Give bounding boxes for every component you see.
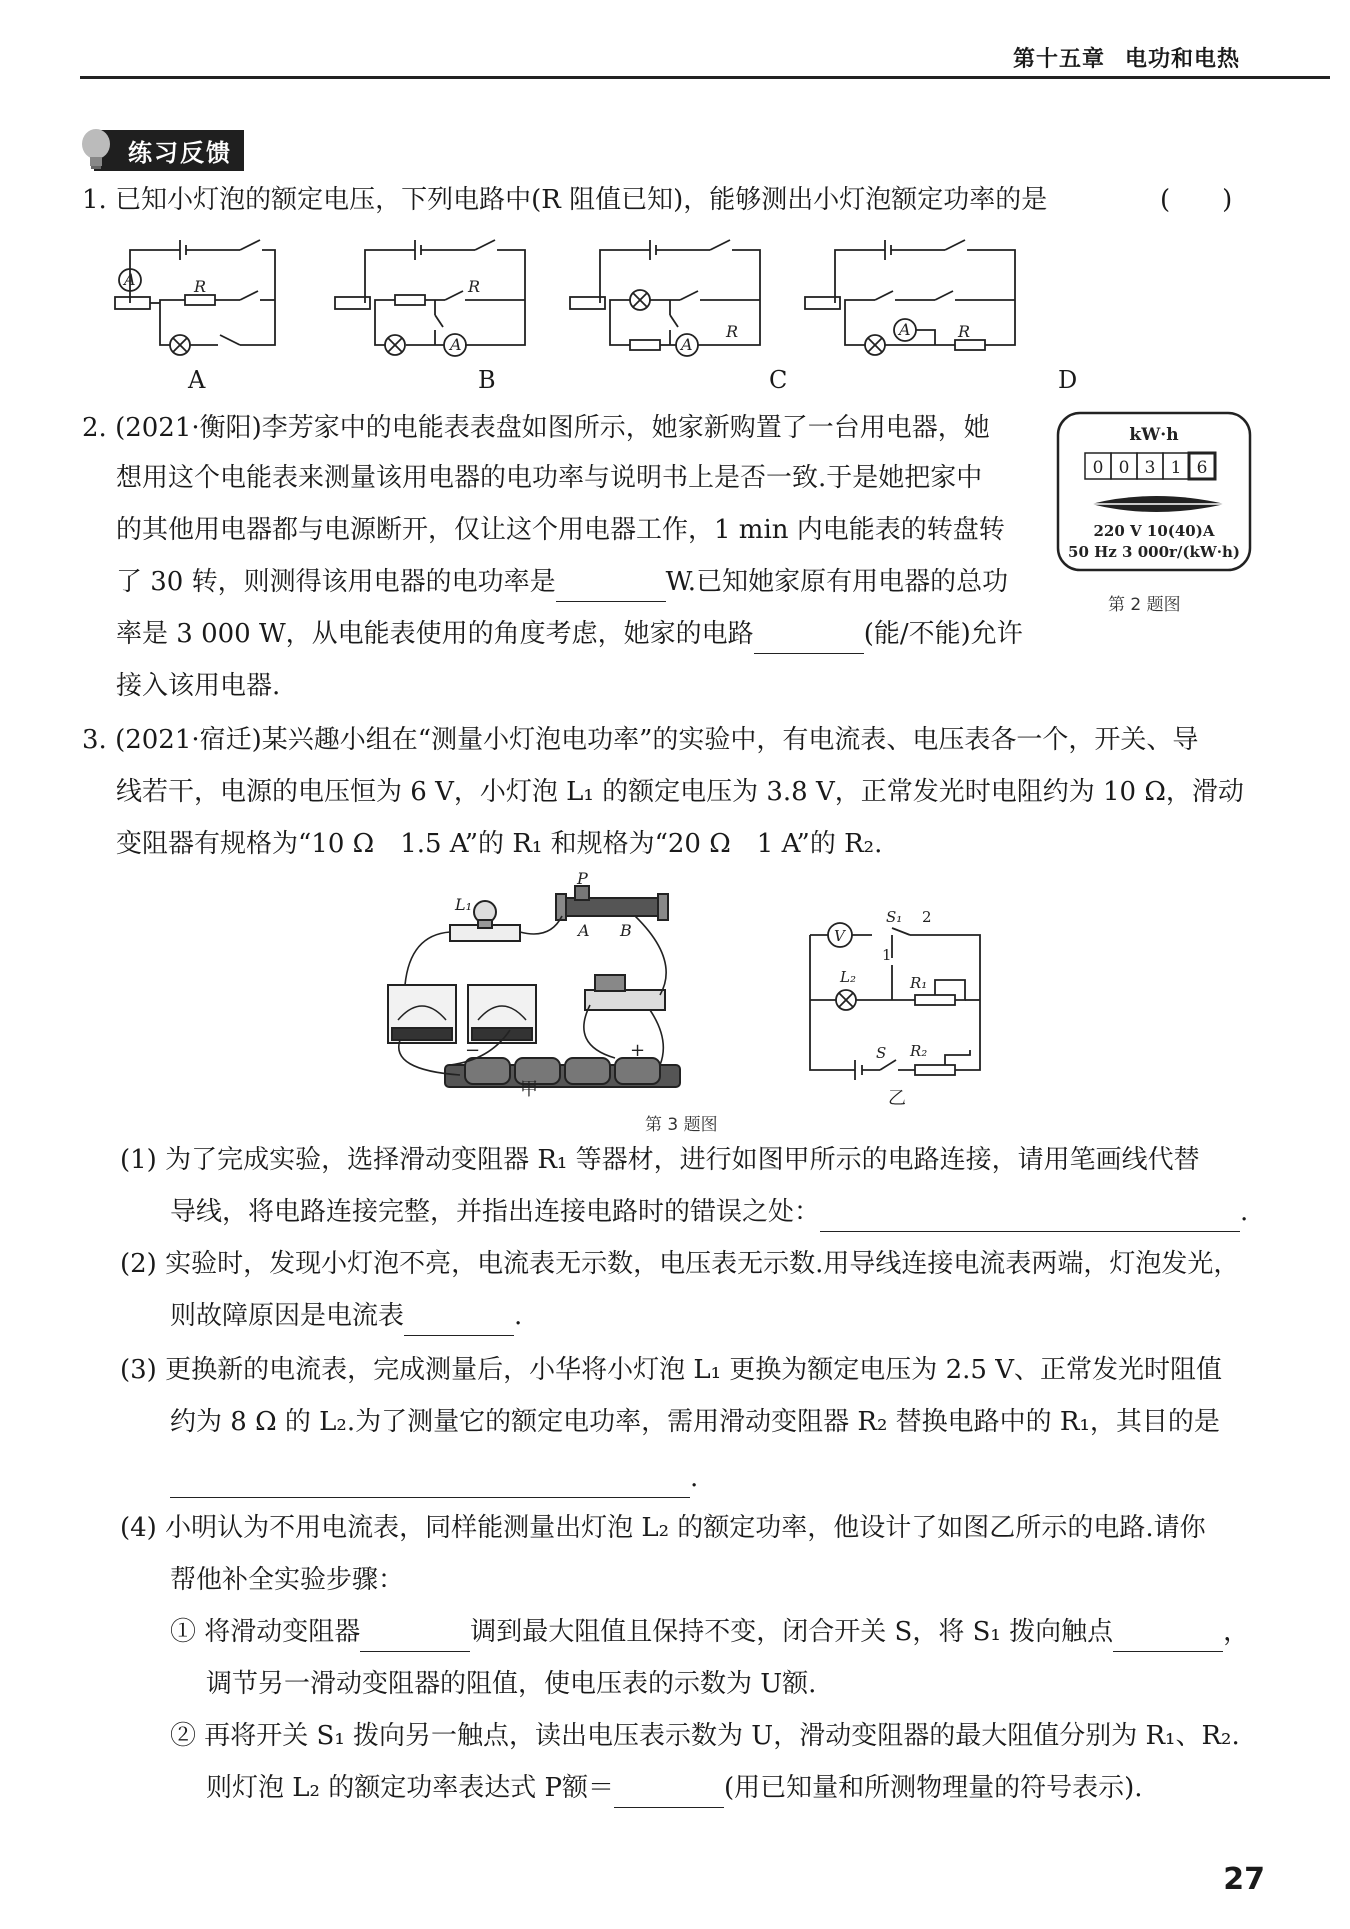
contact-2-label: 2 (922, 908, 932, 926)
terminal-B-label: B (620, 921, 632, 940)
fig3-caption: 第 3 题图 (645, 1115, 718, 1135)
meter-digit-2: 0 (1118, 458, 1130, 478)
q3-sub2-line1: (2) 实验时，发现小灯泡不亮，电流表无示数，电压表无示数.用导线连接电流表两端，灯泡发光， (120, 1249, 1240, 1279)
resistor-label-d: R (958, 322, 971, 341)
q2-line4: 了 30 转，则测得该用电器的电功率是 W.已知她家原有用电器的总功 (116, 562, 1008, 602)
circuit-B (335, 240, 525, 356)
q2-line5: 率是 3 000 W，从电能表使用的角度考虑，她家的电路 (能/不能)允许 (116, 614, 1023, 654)
answer-blank-expression[interactable] (614, 1779, 724, 1808)
answer-blank-error[interactable] (820, 1203, 1240, 1232)
ammeter-symbol-c: A (681, 335, 693, 354)
answer-blank-power[interactable] (556, 573, 666, 602)
q3-sub1-line2: 导线，将电路连接完整，并指出连接电路时的错误之处： . (170, 1192, 1248, 1232)
voltmeter-V-label: V (834, 927, 845, 945)
switch-S-label: S (876, 1044, 887, 1062)
q3-sub4-step2: ② 再将开关 S₁ 拨向另一触点，读出电压表示数为 U，滑动变阻器的最大阻值分别为 R₁、R₂. (170, 1721, 1240, 1751)
section-title: 练习反馈 (94, 130, 244, 171)
answer-blank-rheostat[interactable] (360, 1623, 470, 1652)
answer-bracket: ( ) (1160, 185, 1233, 215)
q3-sub3-line2: 约为 8 Ω 的 L₂.为了测量它的额定电功率，需用滑动变阻器 R₂ 替换电路中的 R₁，其目的是 (170, 1407, 1220, 1437)
rheostat-R2-label: R₂ (910, 1042, 928, 1060)
meter-digit-5: 6 (1196, 458, 1208, 478)
meter-rating: 220 V 10(40)A (1093, 522, 1215, 540)
option-d-label: D (1058, 366, 1078, 394)
meter-spec: 50 Hz 3 000r/(kW·h) (1068, 543, 1240, 561)
q3-sub4-step1-cont: 调节另一滑动变阻器的阻值，使电压表的示数为 U额. (206, 1669, 817, 1699)
option-a-label: A (188, 366, 206, 394)
meter-digit-3: 3 (1144, 458, 1156, 478)
option-b-label: B (478, 366, 496, 394)
resistor-label-b: R (468, 277, 481, 296)
page-header (80, 40, 1330, 79)
ammeter-symbol-d: A (899, 320, 911, 339)
bulb-L1-label: L₁ (455, 895, 473, 914)
battery-minus: − (465, 1040, 481, 1061)
fig-jia-label: 甲 (520, 1079, 538, 1100)
slider-P-label: P (577, 869, 588, 888)
q2-line1: 2. (2021·衡阳)李芳家中的电能表表盘如图所示，她家新购置了一台用电器，她 (82, 413, 990, 443)
meter-unit: kW·h (1129, 425, 1179, 445)
section-heading (80, 128, 244, 172)
switch-S1-label: S₁ (886, 908, 903, 926)
terminal-A-label: A (578, 921, 590, 940)
q1-text: 1. 已知小灯泡的额定电压，下列电路中(R 阻值已知)，能够测出小灯泡额定功率的是 (82, 185, 1048, 215)
resistor-label-a: R (194, 277, 207, 296)
battery-plus: + (630, 1040, 646, 1061)
circuit-A (115, 240, 275, 355)
bulb-L2-label: L₂ (840, 968, 856, 986)
ammeter-symbol-a: A (124, 270, 136, 289)
q2-line2: 想用这个电能表来测量该用电器的电功率与说明书上是否一致.于是她把家中 (116, 463, 983, 493)
fig2-caption: 第 2 题图 (1108, 595, 1181, 615)
answer-blank-contact[interactable] (1113, 1623, 1223, 1652)
contact-1-label: 1 (882, 946, 892, 964)
resistor-label-c: R (726, 322, 739, 341)
q3-sub1-line1: (1) 为了完成实验，选择滑动变阻器 R₁ 等器材，进行如图甲所示的电路连接，请用笔画线代替 (120, 1145, 1200, 1175)
ammeter-symbol-b: A (450, 335, 462, 354)
q3-line3: 变阻器有规格为“10 Ω 1.5 A”的 R₁ 和规格为“20 Ω 1 A”的 R₂. (116, 829, 883, 859)
answer-blank-purpose[interactable] (170, 1469, 690, 1498)
q3-sub4-step1: ① 将滑动变阻器 调到最大阻值且保持不变，闭合开关 S，将 S₁ 拨向触点 ， (170, 1612, 1249, 1652)
q2-line3: 的其他用电器都与电源断开，仅让这个用电器工作，1 min 内电能表的转盘转 (116, 515, 1005, 545)
lightbulb-icon (80, 128, 114, 172)
chapter-title (1013, 42, 1240, 73)
fig3-apparatus (370, 869, 690, 1100)
q1-circuits (100, 235, 1200, 385)
q3-sub4-line1: (4) 小明认为不用电流表，同样能测量出灯泡 L₂ 的额定功率，他设计了如图乙所示的电路.请你 (120, 1513, 1206, 1543)
meter-digit-4: 1 (1170, 458, 1182, 478)
answer-blank-allowed[interactable] (754, 625, 864, 654)
q3-sub4-line2: 帮他补全实验步骤： (170, 1565, 405, 1595)
chapter-topic: 电功和电热 (1124, 47, 1240, 72)
electricity-meter (1055, 410, 1255, 575)
q3-sub2-line2: 则故障原因是电流表 . (170, 1296, 522, 1336)
q3-sub3-line3: . (170, 1458, 698, 1498)
fig3-circuit-diagram (800, 910, 1000, 1110)
answer-blank-fault[interactable] (404, 1307, 514, 1336)
q3-sub3-line1: (3) 更换新的电流表，完成测量后，小华将小灯泡 L₁ 更换为额定电压为 2.5 V、正常发光时阻值 (120, 1355, 1222, 1385)
q3-sub4-step2-cont: 则灯泡 L₂ 的额定功率表达式 P额＝ (用已知量和所测物理量的符号表示). (206, 1768, 1143, 1808)
meter-digit-1: 0 (1092, 458, 1104, 478)
q2-line6: 接入该用电器. (116, 671, 281, 701)
page-number: 27 (1223, 1862, 1265, 1897)
q3-line2: 线若干，电源的电压恒为 6 V，小灯泡 L₁ 的额定电压为 3.8 V，正常发光时电阻约为 10 Ω，滑动 (116, 777, 1244, 807)
chapter-number: 第十五章 (1012, 47, 1105, 72)
fig-yi-label: 乙 (888, 1088, 906, 1109)
q3-line1: 3. (2021·宿迁)某兴趣小组在“测量小灯泡电功率”的实验中，有电流表、电压表各一个，开关、导 (82, 725, 1199, 755)
rheostat-R1-label: R₁ (910, 974, 928, 992)
option-c-label: C (769, 366, 788, 394)
